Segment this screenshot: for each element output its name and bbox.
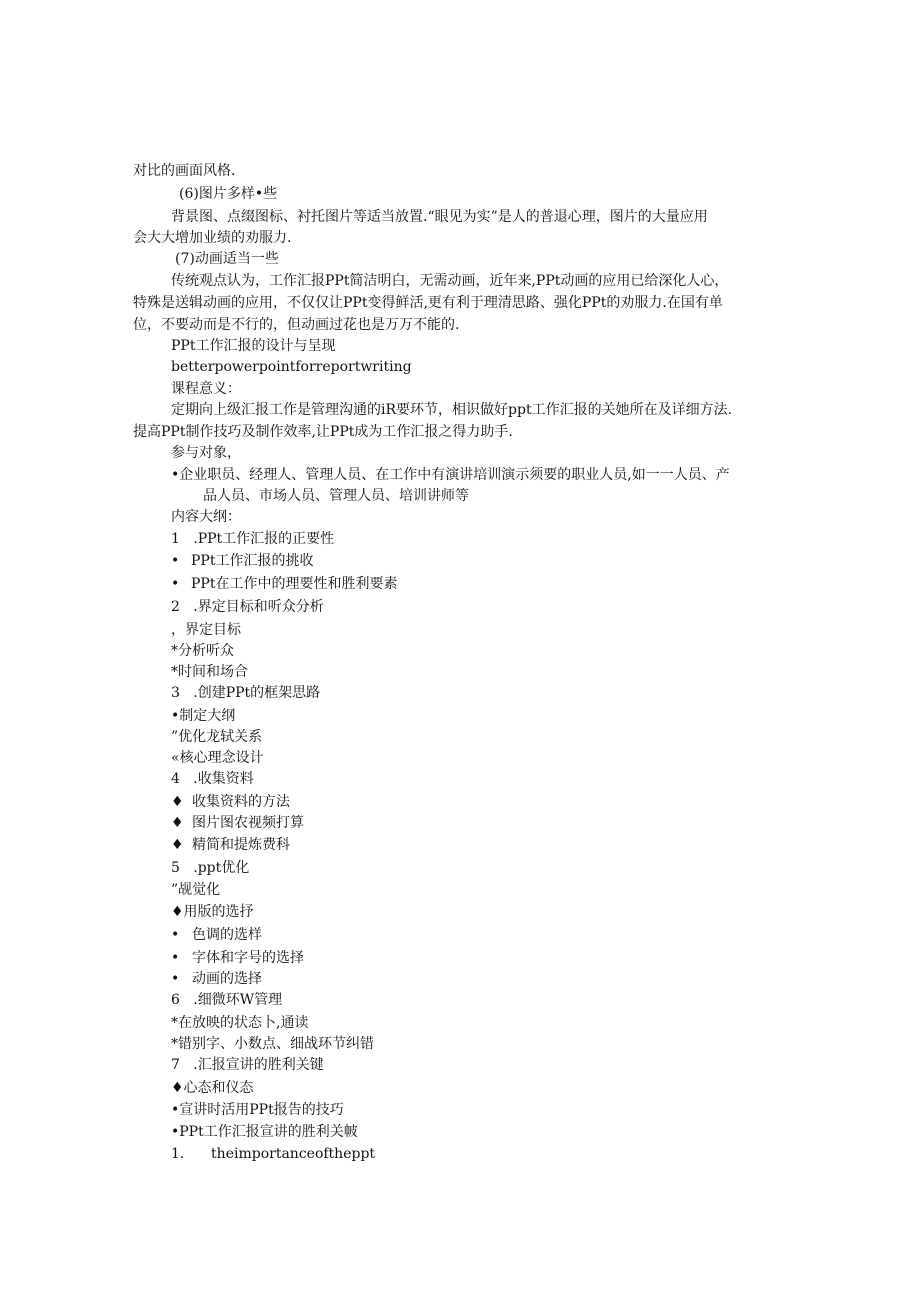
outline-sub-item: *在放映的状态卜,通读 <box>171 1015 309 1031</box>
text-line: 参与对象， <box>171 445 241 461</box>
outline-sub-item: «核心理念设计 <box>171 750 264 766</box>
outline-bullet-label: 精简和提炼费科 <box>192 837 290 853</box>
outline-item-english: 1. theimportanceoftheppt <box>171 1146 376 1162</box>
text-line: (6)图片多样•些 <box>179 186 278 202</box>
bullet-marker: • <box>171 553 180 569</box>
diamond-marker: ♦ <box>171 794 184 810</box>
outline-item: 4 .收集资料 <box>171 771 254 787</box>
text-line: •企业职员、经理人、管理人员、在工作中有演讲培训演示须要的职业人员,如一一人员、产 <box>171 467 730 483</box>
outline-bullet-label: 色调的选样 <box>192 927 262 943</box>
outline-sub-item: •宣讲时活用PPt报告的技巧 <box>171 1102 344 1118</box>
bullet-marker: • <box>171 971 180 987</box>
outline-sub-item: •制定大纲 <box>171 708 236 724</box>
section-title: PPt工作汇报的设计与呈现 <box>171 338 336 354</box>
outline-bullet-label: PPt工作汇报的挑收 <box>191 553 314 569</box>
outline-sub-item: ♦心态和仪态 <box>171 1080 254 1096</box>
outline-bullet-label: PPt在工作中的理要性和胜利要素 <box>191 576 398 592</box>
outline-item: 5 .ppt优化 <box>171 860 250 876</box>
text-line: 背景图、点缀图标、衬托图片等适当放置.“眼见为实”是人的普退心理，图片的大量应用 <box>171 209 708 225</box>
outline-sub-item: ”优化龙轼关系 <box>171 729 263 745</box>
text-line: 会大大增加业绩的劝服力. <box>133 230 292 246</box>
outline-sub-item: ♦用版的选抒 <box>171 904 254 920</box>
outline-bullet-item <box>171 926 262 944</box>
diamond-marker: ♦ <box>171 837 184 853</box>
text-line: 特殊是送辑动画的应用，不仅仅让PPt变得鲜活,更有利于理清思路、强化PPt的劝服力.在国有单 <box>133 295 723 311</box>
outline-bullet-item <box>171 970 262 988</box>
outline-bullet-item <box>171 949 304 967</box>
outline-sub-item: ”觇觉化 <box>171 882 221 898</box>
bullet-marker: • <box>171 950 180 966</box>
text-line: (7)动画适当一些 <box>175 251 279 267</box>
text-line: 课程意义： <box>171 381 241 397</box>
outline-item: 7 .汇报宣讲的胜利关键 <box>171 1057 324 1073</box>
outline-sub-item: *分析听众 <box>171 643 234 659</box>
outline-bullet-label: 动画的选择 <box>192 971 262 987</box>
section-subtitle: betterpowerpointforreportwriting <box>171 359 412 375</box>
outline-bullet-item <box>171 836 290 854</box>
text-line: 对比的画面风格. <box>133 163 236 179</box>
outline-sub-item: ，界定目标 <box>171 622 241 638</box>
outline-bullet-item <box>171 814 304 832</box>
outline-bullet-item <box>171 575 397 593</box>
bullet-marker: • <box>171 927 180 943</box>
outline-bullet-label: 图片图农视频打算 <box>192 815 304 831</box>
text-line: 定期向上级汇报工作是管理沟通的iR要环节，相识做好ppt工作汇报的关她所在及详细方法. <box>171 402 733 418</box>
outline-bullet-label: 收集资料的方法 <box>192 794 290 810</box>
outline-item: 3 .创建PPt的框架思路 <box>171 685 321 701</box>
outline-bullet-item <box>171 552 313 570</box>
outline-item: 6 .细微环W管理 <box>171 992 283 1008</box>
text-line: 传统观点认为，工作汇报PPt简洁明白，无需动画，近年来,PPt动画的应用已给深化人心， <box>171 273 729 289</box>
outline-bullet-item <box>171 793 290 811</box>
text-line: 内容大纲： <box>171 509 241 525</box>
text-line: 品人员、市场人员、管理人员、培训讲师等 <box>203 488 469 504</box>
diamond-marker: ♦ <box>171 815 184 831</box>
outline-sub-item: *时间和场合 <box>171 664 248 680</box>
outline-item: 1 .PPt工作汇报的正要性 <box>171 531 335 547</box>
outline-sub-item: *错别字、小数点、细战环节纠错 <box>171 1036 374 1052</box>
bullet-marker: • <box>171 576 180 592</box>
text-line: 提高PPt制作技巧及制作效率,让PPt成为工作汇报之得力助手. <box>133 424 513 440</box>
text-line: 位，不要动而是不行的，但动画过花也是万万不能的. <box>133 317 460 333</box>
outline-sub-item: •PPt工作汇报宣讲的胜利关帔 <box>171 1124 358 1140</box>
outline-bullet-label: 字体和字号的选择 <box>192 950 304 966</box>
outline-item: 2 .界定目标和听众分析 <box>171 599 324 615</box>
